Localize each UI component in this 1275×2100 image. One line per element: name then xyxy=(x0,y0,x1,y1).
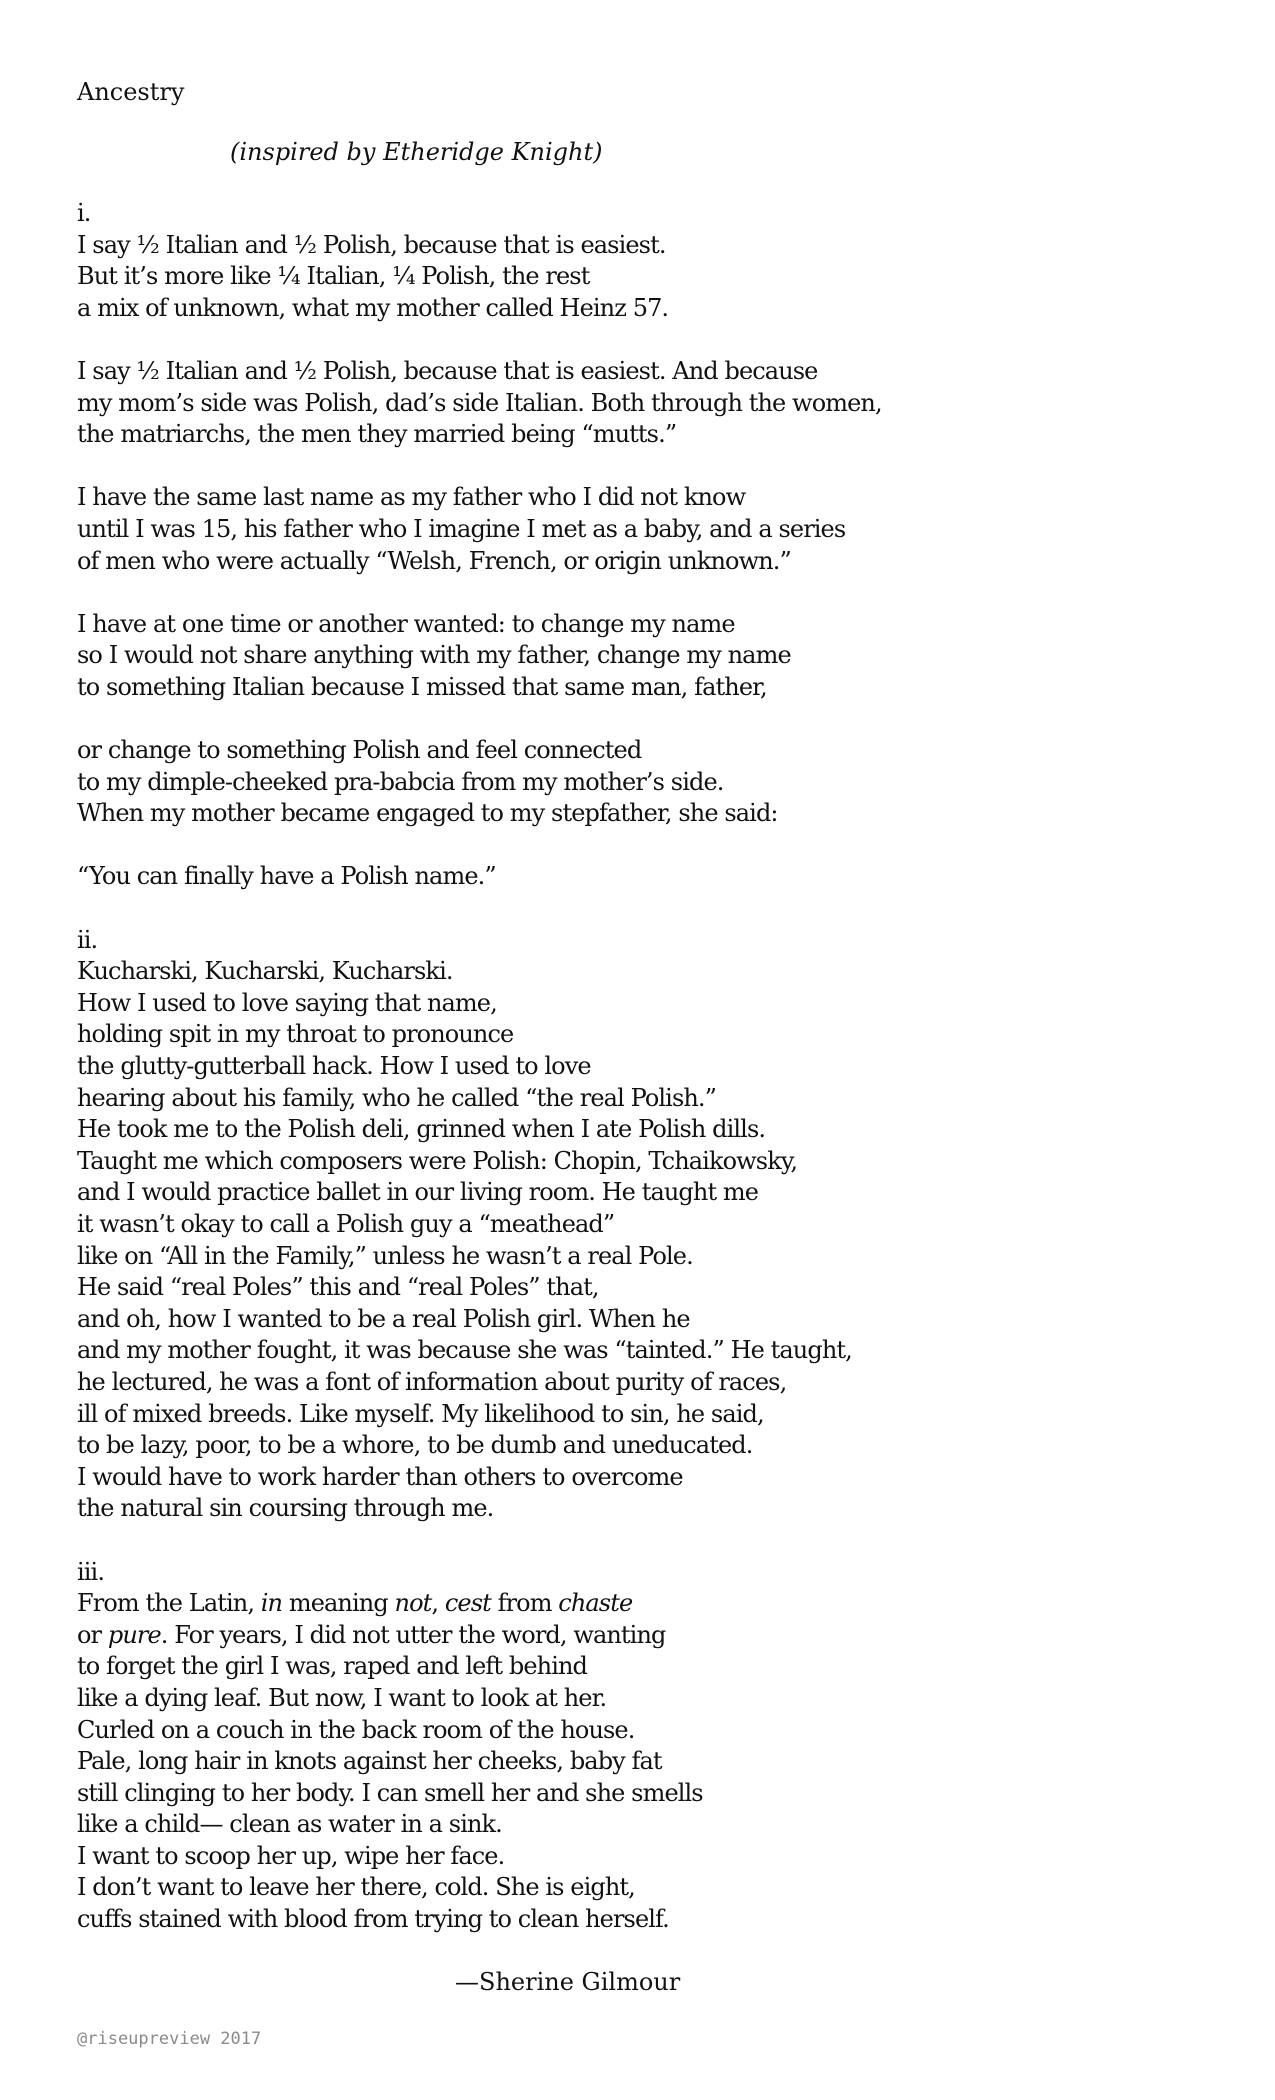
stanza-break xyxy=(77,451,1227,483)
stanza-break xyxy=(77,830,1227,862)
poem-line xyxy=(77,925,1227,957)
line-text: the matriarchs, the men they married being “mutts.” xyxy=(77,420,677,449)
line-text: and oh, how I wanted to be a real Polish girl. When he xyxy=(77,1304,690,1333)
poem-line xyxy=(77,261,1227,293)
line-text: I have the same last name as my father who I did not know xyxy=(77,483,746,512)
poem-line xyxy=(77,1304,1227,1336)
poem-line xyxy=(77,1683,1227,1715)
poem-line xyxy=(77,198,1227,230)
line-text: to my dimple-cheeked pra-babcia from my mother’s side. xyxy=(77,767,724,796)
line-text: the natural sin coursing through me. xyxy=(77,1494,494,1523)
poem-line xyxy=(77,1399,1227,1431)
line-text: the glutty-gutterball hack. How I used to love xyxy=(77,1052,591,1081)
poem-line xyxy=(77,1430,1227,1462)
line-text: iii. xyxy=(77,1557,105,1586)
poem-line xyxy=(77,1177,1227,1209)
line-text: I want to scoop her up, wipe her face. xyxy=(77,1841,505,1870)
poem-line xyxy=(77,1462,1227,1494)
italic-word: in xyxy=(260,1589,283,1618)
line-text: until I was 15, his father who I imagine I met as a baby, and a series xyxy=(77,514,846,543)
poem-line xyxy=(77,1841,1227,1873)
poem-line xyxy=(77,1146,1227,1178)
line-text: of men who were actually “Welsh, French, or origin unknown.” xyxy=(77,546,791,575)
poem-line xyxy=(77,356,1227,388)
line-text: still clinging to her body. I can smell her and she smells xyxy=(77,1778,703,1807)
poem-line xyxy=(77,419,1227,451)
line-text: like a dying leaf. But now, I want to look at her. xyxy=(77,1683,607,1712)
line-text: i. xyxy=(77,199,91,227)
line-text: I don’t want to leave her there, cold. She is eight, xyxy=(77,1873,635,1902)
line-text: I say ½ Italian and ½ Polish, because that is easiest. And because xyxy=(77,356,818,385)
stanza-break xyxy=(77,577,1227,609)
line-text: to forget the girl I was, raped and left behind xyxy=(77,1652,588,1681)
italic-word: not xyxy=(394,1589,432,1618)
line-text: holding spit in my throat to pronounce xyxy=(77,1020,514,1049)
poem-line xyxy=(77,861,1227,893)
line-text: to something Italian because I missed that same man, father, xyxy=(77,672,767,701)
line-text: . For years, I did not utter the word, wanting xyxy=(160,1620,666,1649)
line-text: and I would practice ballet in our living room. He taught me xyxy=(77,1178,759,1207)
line-text: How I used to love saying that name, xyxy=(77,988,497,1017)
poem-line xyxy=(77,388,1227,420)
poem-title: Ancestry xyxy=(77,78,185,106)
italic-word: pure xyxy=(107,1620,161,1649)
line-text: meaning xyxy=(282,1589,395,1618)
line-text: or change to something Polish and feel connected xyxy=(77,736,642,765)
poem-line xyxy=(77,1715,1227,1747)
line-text: From the Latin, xyxy=(77,1589,261,1618)
line-text: or xyxy=(77,1620,108,1649)
line-text: he lectured, he was a font of information about purity of races, xyxy=(77,1367,787,1396)
line-text: cuffs stained with blood from trying to clean herself. xyxy=(77,1905,669,1934)
poem-line xyxy=(77,1557,1227,1589)
line-text: When my mother became engaged to my stepfather, she said: xyxy=(77,799,778,828)
poem-subtitle: (inspired by Etheridge Knight) xyxy=(230,138,603,166)
poem-line xyxy=(77,546,1227,578)
poem-line xyxy=(77,293,1227,325)
line-text: to be lazy, poor, to be a whore, to be dumb and uneducated. xyxy=(77,1431,753,1460)
poem-line xyxy=(77,1904,1227,1936)
author-byline: —Sherine Gilmour xyxy=(455,1968,681,1996)
line-text: a mix of unknown, what my mother called Heinz 57. xyxy=(77,293,669,322)
line-text: it wasn’t okay to call a Polish guy a “meathead” xyxy=(77,1210,615,1238)
line-text: I say ½ Italian and ½ Polish, because that is easiest. xyxy=(77,230,666,259)
line-text: I would have to work harder than others to overcome xyxy=(77,1462,683,1491)
line-text: my mom’s side was Polish, dad’s side Italian. Both through the women, xyxy=(77,388,882,417)
line-text: like on “All in the Family,” unless he wasn’t a real Pole. xyxy=(77,1241,693,1270)
stanza-break xyxy=(77,324,1227,356)
stanza-break xyxy=(77,893,1227,925)
poem-line xyxy=(77,640,1227,672)
italic-word: chaste xyxy=(558,1589,633,1618)
line-text: Pale, long hair in knots against her cheeks, baby fat xyxy=(77,1747,662,1776)
poem-line xyxy=(77,1872,1227,1904)
poem-line xyxy=(77,514,1227,546)
line-text: ii. xyxy=(77,925,98,954)
poem-line xyxy=(77,1051,1227,1083)
poem-line xyxy=(77,1809,1227,1841)
line-text: , xyxy=(431,1589,445,1618)
poem-line xyxy=(77,482,1227,514)
poem-line xyxy=(77,1651,1227,1683)
line-text: He said “real Poles” this and “real Poles” that, xyxy=(77,1273,599,1302)
italic-word: cest xyxy=(444,1589,491,1618)
poem-line xyxy=(77,1335,1227,1367)
poem-line xyxy=(77,988,1227,1020)
poem-line xyxy=(77,1083,1227,1115)
poem-line xyxy=(77,230,1227,262)
line-text: hearing about his family, who he called “the real Polish.” xyxy=(77,1083,717,1112)
poem-line xyxy=(77,1588,1227,1620)
poem-line xyxy=(77,1019,1227,1051)
line-text: like a child— clean as water in a sink. xyxy=(77,1810,502,1839)
line-text: and my mother fought, it was because she was “tainted.” He taught, xyxy=(77,1336,852,1365)
poem-line xyxy=(77,767,1227,799)
poem-body xyxy=(77,198,1227,1936)
line-text: Kucharski, Kucharski, Kucharski. xyxy=(77,957,453,986)
poem-line xyxy=(77,1493,1227,1525)
poem-line xyxy=(77,1620,1227,1652)
line-text: ill of mixed breeds. Like myself. My likelihood to sin, he said, xyxy=(77,1399,764,1428)
poem-line xyxy=(77,1241,1227,1273)
line-text: He took me to the Polish deli, grinned when I ate Polish dills. xyxy=(77,1115,766,1144)
line-text: But it’s more like ¼ Italian, ¼ Polish, the rest xyxy=(77,262,590,291)
poem-line xyxy=(77,609,1227,641)
stanza-break xyxy=(77,704,1227,736)
poem-line xyxy=(77,1367,1227,1399)
line-text: Curled on a couch in the back room of the house. xyxy=(77,1715,635,1744)
poem-line xyxy=(77,1114,1227,1146)
copyright-watermark: @riseupreview 2017 xyxy=(77,2029,262,2049)
poem-line xyxy=(77,1272,1227,1304)
line-text: from xyxy=(490,1589,559,1618)
poem-line xyxy=(77,1209,1227,1241)
poem-line xyxy=(77,956,1227,988)
poem-line xyxy=(77,798,1227,830)
line-text: I have at one time or another wanted: to change my name xyxy=(77,609,735,638)
poem-line xyxy=(77,1778,1227,1810)
poem-line xyxy=(77,735,1227,767)
line-text: Taught me which composers were Polish: Chopin, Tchaikowsky, xyxy=(77,1146,798,1175)
poem-line xyxy=(77,672,1227,704)
poem-line xyxy=(77,1746,1227,1778)
stanza-break xyxy=(77,1525,1227,1557)
line-text: so I would not share anything with my father, change my name xyxy=(77,641,791,670)
line-text: “You can finally have a Polish name.” xyxy=(77,862,496,891)
